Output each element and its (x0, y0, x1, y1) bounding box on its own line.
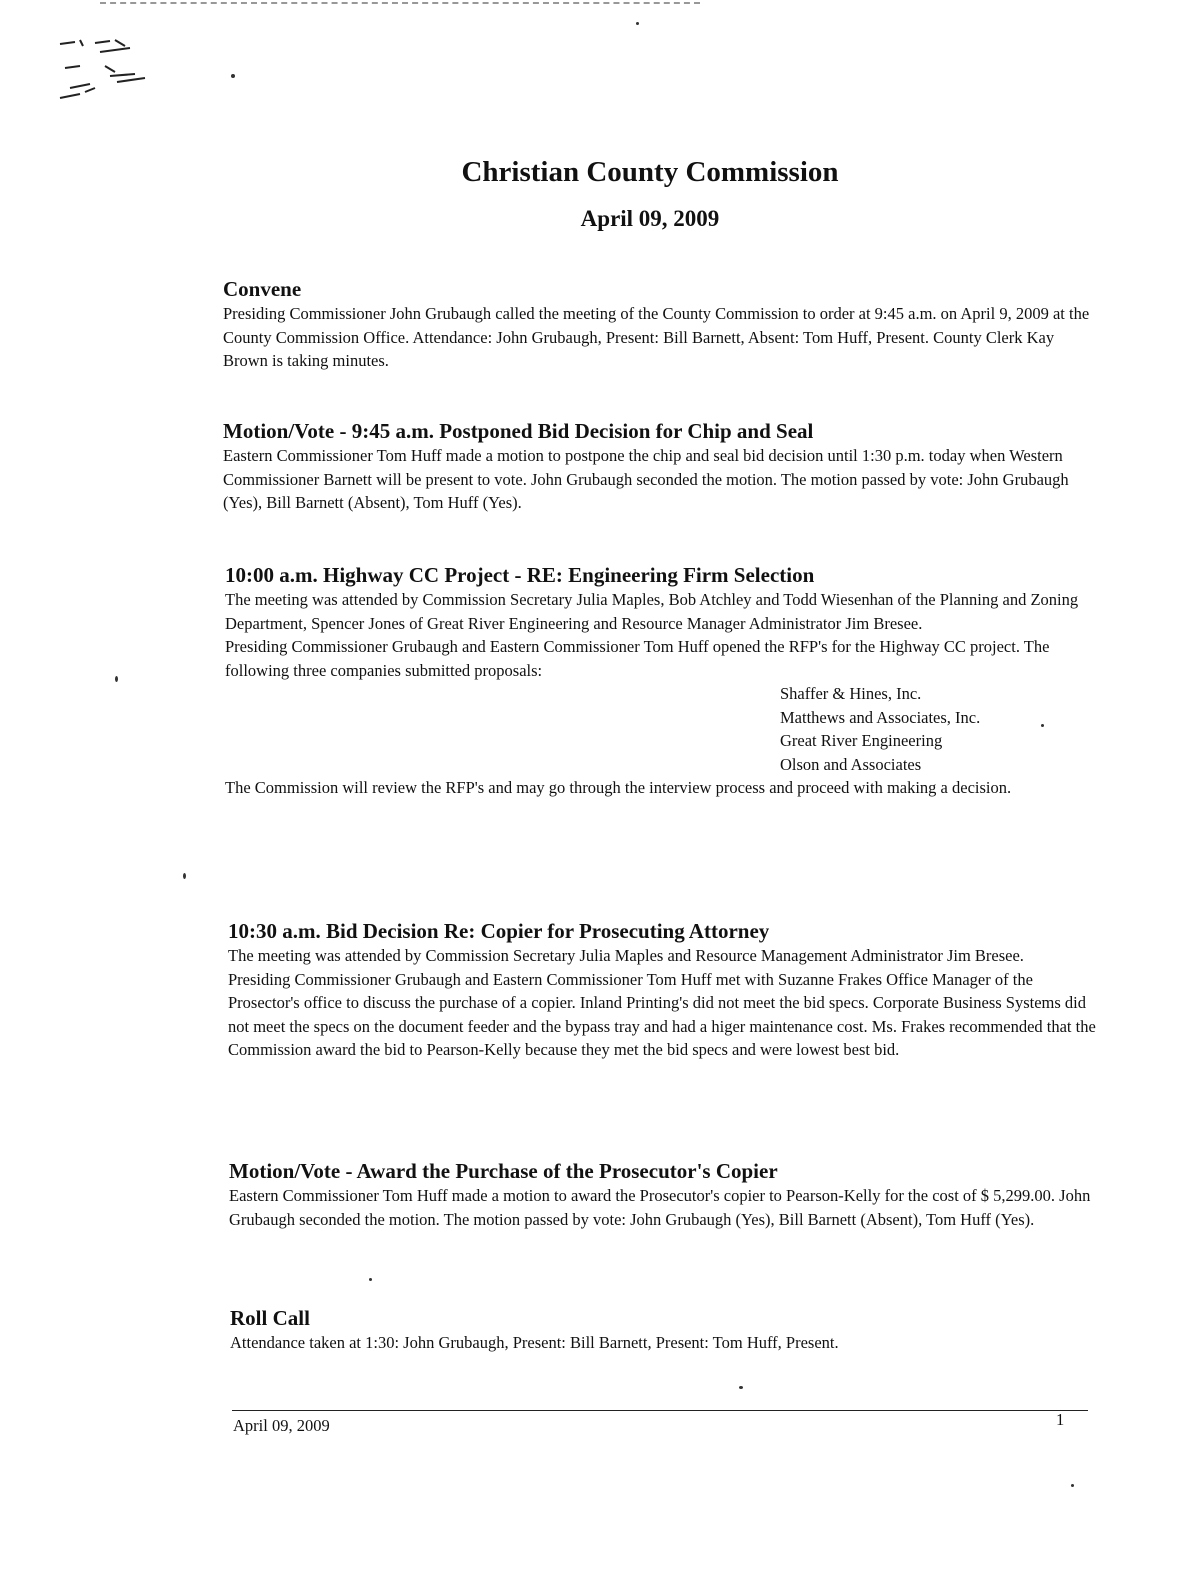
scan-artifact-dot (739, 1386, 743, 1389)
section-highway-cc (225, 562, 1100, 800)
section-body: Attendance taken at 1:30: John Grubaugh, Present: Bill Barnett, Present: Tom Huff, Present. (230, 1333, 839, 1352)
list-item: Great River Engineering (780, 731, 943, 750)
scan-artifact-marks (55, 38, 155, 108)
section-body-rfp: Presiding Commissioner Grubaugh and Eastern Commissioner Tom Huff opened the RFP's for the Highway CC project. The following three companies submitted proposals: (225, 637, 1050, 680)
section-heading: 10:00 a.m. Highway CC Project - RE: Engineering Firm Selection (225, 563, 815, 587)
proposal-list (225, 682, 1100, 776)
section-copier-bid (228, 918, 1103, 1062)
section-body-attendance: The meeting was attended by Commission Secretary Julia Maples, Bob Atchley and Todd Wiesenhan of the Planning and Zoning Department, Spencer Jones of Great River Engineering and Resource Manager Administrator Jim Bresee. (225, 590, 1079, 633)
list-item: Olson and Associates (780, 754, 922, 774)
scan-artifact-top-line (100, 2, 700, 6)
section-chip-seal-motion (223, 418, 1098, 515)
section-heading: Roll Call (230, 1306, 310, 1330)
section-body-attendance: The meeting was attended by Commission Secretary Julia Maples and Resource Management Administrator Jim Bresee. (228, 946, 1024, 965)
scan-artifact-dot (1071, 1484, 1074, 1487)
scan-artifact-dot (636, 22, 639, 25)
section-roll-call (230, 1305, 1105, 1355)
scan-artifact-dot (183, 873, 186, 879)
footer-date: April 09, 2009 (233, 1416, 330, 1435)
section-heading: 10:30 a.m. Bid Decision Re: Copier for Prosecuting Attorney (228, 919, 770, 943)
section-heading: Convene (223, 277, 302, 301)
scan-artifact-dot (231, 74, 235, 78)
footer-divider (232, 1410, 1088, 1411)
document-title: Christian County Commission (461, 156, 839, 188)
list-item: Shaffer & Hines, Inc. (780, 684, 922, 703)
section-heading: Motion/Vote - 9:45 a.m. Postponed Bid Decision for Chip and Seal (223, 419, 814, 443)
section-body: Presiding Commissioner John Grubaugh called the meeting of the County Commission to order at 9:45 a.m. on April 9, 2009 at the County Commission Office. Attendance: John Grubaugh, Present: Bill Barnett, Absent: Tom Huff, Present. County Clerk Kay Brown is taking minutes. (223, 304, 1090, 370)
list-item: Matthews and Associates, Inc. (780, 707, 981, 727)
section-convene (223, 276, 1098, 373)
scan-artifact-dot (369, 1278, 372, 1281)
section-body-review: The Commission will review the RFP's and may go through the interview process and proceed with making a decision. (225, 778, 1012, 797)
section-body: Eastern Commissioner Tom Huff made a motion to award the Prosecutor's copier to Pearson-Kelly for the cost of $ 5,299.00. John Grubaugh seconded the motion. The motion passed by vote: John Grubaugh (Yes), Bill Barnett (Absent), Tom Huff (Yes). (229, 1186, 1091, 1229)
section-copier-award-motion (229, 1158, 1104, 1231)
document-date: April 09, 2009 (580, 206, 720, 231)
scan-artifact-dot (115, 676, 118, 682)
section-body: Eastern Commissioner Tom Huff made a motion to postpone the chip and seal bid decision until 1:30 p.m. today when Western Commissioner Barnett will be present to vote. John Grubaugh seconded the motion. The motion passed by vote: John Grubaugh (Yes), Bill Barnett (Absent), Tom Huff (Yes). (223, 446, 1069, 512)
section-body-discussion: Presiding Commissioner Grubaugh and Eastern Commissioner Tom Huff met with Suzanne Frakes Office Manager of the Prosector's office to discuss the purchase of a copier. Inland Printing's did not meet the bid specs. Corporate Business Systems did not meet the specs on the document feeder and the bypass tray and had a higer maintenance cost. Ms. Frakes recommended that the Commission award the bid to Pearson-Kelly because they met the bid specs and were lowest best bid. (228, 969, 1096, 1059)
section-heading: Motion/Vote - Award the Purchase of the Prosecutor's Copier (229, 1159, 778, 1183)
page-number: 1 (1056, 1410, 1065, 1429)
